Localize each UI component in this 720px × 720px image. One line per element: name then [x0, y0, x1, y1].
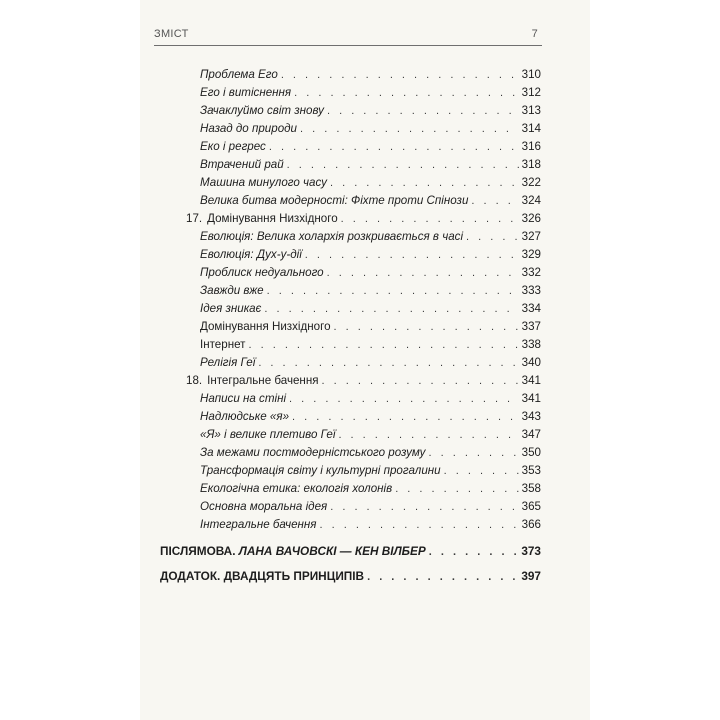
leader-dots — [466, 229, 519, 245]
toc-entry-page: 312 — [521, 86, 541, 99]
leader-dots — [292, 409, 519, 425]
toc-entry[interactable] — [200, 229, 541, 245]
toc-entry-page: 340 — [521, 356, 541, 369]
toc-entry[interactable] — [200, 175, 541, 191]
toc-entry[interactable] — [200, 121, 541, 137]
leader-dots — [305, 247, 519, 263]
toc-entry-page: 338 — [521, 338, 541, 351]
leader-dots — [319, 517, 518, 533]
toc-entry-title: Еволюція: Велика холархія розкривається в часі — [200, 230, 464, 243]
leader-dots — [258, 355, 518, 371]
toc-entry-title: Основна моральна ідея — [200, 500, 328, 513]
toc-entry-title: Велика битва модерності: Фіхте проти Спінози — [200, 194, 469, 207]
leader-dots — [267, 283, 519, 299]
toc-entry-title: Проблема Его — [200, 68, 278, 81]
toc-entry[interactable] — [200, 499, 541, 515]
toc-entry-title: Еволюція: Дух-у-дії — [200, 248, 302, 261]
leader-dots — [334, 319, 519, 335]
toc-entry-page: 310 — [521, 68, 541, 81]
toc-entry-title: Екологічна етика: екологія холонів — [200, 482, 393, 495]
toc-entry[interactable] — [200, 409, 541, 425]
toc-entry[interactable] — [200, 463, 541, 479]
chapter-number: 18. — [186, 374, 203, 387]
toc-entry[interactable] — [200, 427, 541, 443]
toc-entry[interactable] — [200, 319, 541, 335]
toc-entry-title: Зачаклуймо світ знову — [200, 104, 324, 117]
toc-chapter-18[interactable] — [186, 373, 541, 389]
appendix-page: 397 — [521, 569, 541, 583]
leader-dots — [287, 157, 519, 173]
leader-dots — [294, 85, 519, 101]
toc-entry[interactable] — [200, 445, 541, 461]
toc-afterword[interactable] — [160, 543, 541, 559]
toc-entry-title: Релігія Геї — [200, 356, 256, 369]
toc-appendix[interactable] — [160, 568, 541, 584]
chapter-title: Домінування Низхідного — [207, 212, 338, 225]
leader-dots — [330, 175, 519, 191]
toc-entry-title: Ідея зникає — [200, 302, 262, 315]
toc-entry-title: Еко і регрес — [200, 140, 266, 153]
afterword-authors: ЛАНА ВАЧОВСКІ — КЕН ВІЛБЕР — [238, 544, 426, 558]
toc-entry-page: 324 — [521, 194, 541, 207]
toc-entry[interactable] — [200, 265, 541, 281]
toc-entry-page: 332 — [521, 266, 541, 279]
toc-entry[interactable] — [200, 301, 541, 317]
toc-entry-title: Машина минулого часу — [200, 176, 327, 189]
toc-entry[interactable] — [200, 193, 541, 209]
toc-entry-title: «Я» і велике плетиво Геї — [200, 428, 336, 441]
toc-entry-title: Завжди вже — [200, 284, 264, 297]
leader-dots — [341, 211, 519, 227]
chapter-title: Інтегральне бачення — [207, 374, 319, 387]
leader-dots — [338, 427, 518, 443]
leader-dots — [367, 569, 518, 585]
toc-entry[interactable] — [200, 283, 541, 299]
leader-dots — [281, 67, 519, 83]
toc-entry[interactable] — [200, 337, 541, 353]
leader-dots — [428, 445, 518, 461]
toc-entry[interactable] — [200, 103, 541, 119]
toc-entry-title: Проблиск недуального — [200, 266, 324, 279]
toc-entry-title: Інтегральне бачення — [200, 518, 317, 531]
leader-dots — [471, 193, 518, 209]
toc-entry-page: 343 — [521, 410, 541, 423]
toc-entry[interactable] — [200, 481, 541, 497]
leader-dots — [264, 301, 518, 317]
leader-dots — [330, 499, 518, 515]
toc-entry-title: Его і витіснення — [200, 86, 292, 99]
toc-entry-title: Написи на стіні — [200, 392, 287, 405]
chapter-page: 326 — [521, 212, 541, 225]
page-number: 7 — [531, 28, 538, 40]
toc-entry-title: Надлюдське «я» — [200, 410, 290, 423]
leader-dots — [395, 481, 518, 497]
leader-dots — [289, 391, 519, 407]
toc-entry-page: 353 — [521, 464, 541, 477]
toc-entry-title: Назад до природи — [200, 122, 298, 135]
toc-entry-title: За межами постмодерністського розуму — [200, 446, 426, 459]
toc-entry-title: Трансформація світу і культурні прогалини — [200, 464, 441, 477]
toc-entry[interactable] — [200, 517, 541, 533]
leader-dots — [327, 103, 519, 119]
toc-entry-page: 347 — [521, 428, 541, 441]
toc-entry-page: 316 — [521, 140, 541, 153]
chapter-number: 17. — [186, 212, 203, 225]
leader-dots — [248, 337, 518, 353]
afterword-page: 373 — [521, 544, 541, 558]
toc-entry-page: 365 — [521, 500, 541, 513]
toc-entry-page: 322 — [521, 176, 541, 189]
toc-entry[interactable] — [200, 247, 541, 263]
running-title: ЗМІСТ — [154, 28, 189, 40]
leader-dots — [322, 373, 519, 389]
toc-entry-title: Втрачений рай — [200, 158, 284, 171]
afterword-prefix: ПІСЛЯМОВА. — [160, 544, 236, 558]
toc-entry-page: 318 — [521, 158, 541, 171]
toc-entry-page: 366 — [521, 518, 541, 531]
toc-entry-page: 313 — [521, 104, 541, 117]
toc-entry-page: 341 — [521, 392, 541, 405]
leader-dots — [269, 139, 519, 155]
toc-chapter-17[interactable] — [186, 211, 541, 227]
toc-entry-title: Домінування Низхідного — [200, 320, 331, 333]
toc-entry-page: 334 — [521, 302, 541, 315]
toc-entry-title: Інтернет — [200, 338, 246, 351]
toc-entry-page: 329 — [521, 248, 541, 261]
toc-entry-page: 337 — [521, 320, 541, 333]
toc-entry[interactable] — [200, 391, 541, 407]
toc-entry-page: 333 — [521, 284, 541, 297]
toc-entry[interactable] — [200, 355, 541, 371]
toc-entry-page: 314 — [521, 122, 541, 135]
leader-dots — [444, 463, 519, 479]
toc-entry-page: 327 — [521, 230, 541, 243]
toc-entry[interactable] — [200, 139, 541, 155]
toc-entry[interactable] — [200, 85, 541, 101]
leader-dots — [429, 544, 519, 560]
toc-entry[interactable] — [200, 67, 541, 83]
chapter-page: 341 — [521, 374, 541, 387]
toc-entry-page: 350 — [521, 446, 541, 459]
toc-entry[interactable] — [200, 157, 541, 173]
toc-entry-page: 358 — [521, 482, 541, 495]
leader-dots — [327, 265, 519, 281]
leader-dots — [300, 121, 519, 137]
appendix-title: ДОДАТОК. ДВАДЦЯТЬ ПРИНЦИПІВ — [160, 569, 365, 583]
